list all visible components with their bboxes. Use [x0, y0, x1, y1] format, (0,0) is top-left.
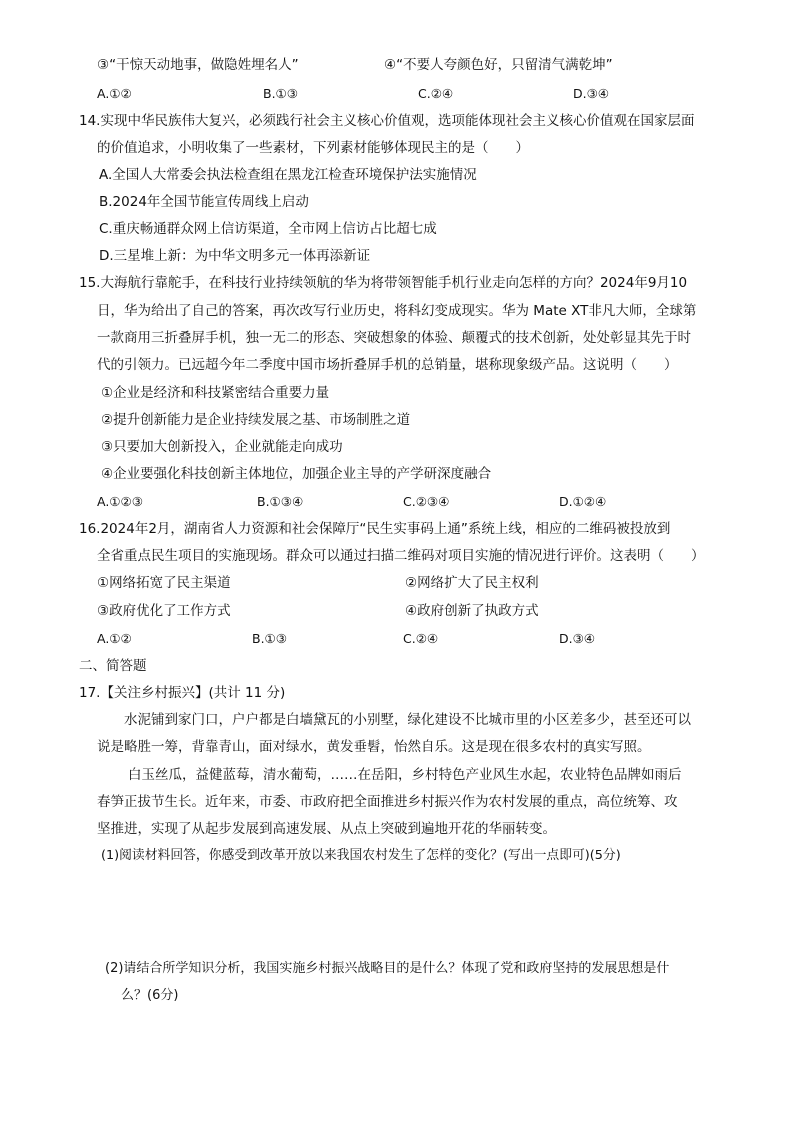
q15-choice-b: B.①③④	[257, 494, 304, 509]
q17-subquestion-2-line-1: (2)请结合所学知识分析，我国实施乡村振兴战略目的是什么？体现了党和政府坚持的发展思想是什	[105, 961, 670, 976]
q15-choice-c: C.②③④	[403, 494, 450, 509]
q17-passage-2-line-2: 春笋正拔节生长。近年来，市委、市政府把全面推进乡村振兴作为农村发展的重点，高位统筹、攻	[97, 794, 678, 810]
q16-item-3: ③政府优化了工作方式	[97, 603, 231, 619]
q14-option-a: A.全国人大常委会执法检查组在黑龙江检查环境保护法实施情况	[99, 167, 477, 183]
q16-choice-a: A.①②	[97, 631, 132, 646]
q13-choice-b: B.①③	[263, 86, 298, 101]
q16-choice-b: B.①③	[252, 631, 287, 646]
q17-subquestion-2-line-2: 么？(6分)	[121, 988, 179, 1003]
q14-option-d: D.三星堆上新：为中华文明多元一体再添新证	[99, 248, 371, 264]
q17-subquestion-1: (1)阅读材料回答，你感受到改革开放以来我国农村发生了怎样的变化？(写出一点即可)(5分)	[101, 848, 621, 863]
section-heading: 二、简答题	[79, 658, 147, 674]
q15-item-4: ④企业要强化科技创新主体地位，加强企业主导的产学研深度融合	[101, 466, 492, 482]
q16-stem-line-1: 16.2024年2月，湖南省人力资源和社会保障厅“民生实事码上通”系统上线，相应的二维码被投放到	[79, 521, 671, 537]
q16-item-4: ④政府创新了执政方式	[405, 603, 539, 619]
q16-stem-line-2: 全省重点民生项目的实施现场。群众可以通过扫描二维码对项目实施的情况进行评价。这表明（ ）	[97, 548, 705, 564]
q13-choice-c: C.②④	[418, 86, 454, 101]
q13-option-3: ③“干惊天动地事，做隐姓埋名人”	[97, 57, 299, 73]
q13-choice-d: D.③④	[573, 86, 610, 101]
q13-choice-a: A.①②	[97, 86, 132, 101]
q15-stem-line-4: 代的引领力。已远超今年二季度中国市场折叠屏手机的总销量，堪称现象级产品。这说明（ ）	[97, 357, 678, 373]
q17-passage-2-line-3: 坚推进，实现了从起步发展到高速发展、从点上突破到遍地开花的华丽转变。	[97, 821, 556, 837]
q15-item-3: ③只要加大创新投入，企业就能走向成功	[101, 439, 343, 455]
q15-item-1: ①企业是经济和科技紧密结合重要力量	[101, 385, 330, 401]
q15-stem-line-2: 日，华为给出了自己的答案，再次改写行业历史，将科幻变成现实。华为 Mate XT非凡大师，全球第	[97, 303, 697, 319]
q15-item-2: ②提升创新能力是企业持续发展之基、市场制胜之道	[101, 412, 411, 428]
q14-stem-line-2: 的价值追求，小明收集了一些素材，下列素材能够体现民主的是（ ）	[97, 140, 529, 156]
q15-stem-line-3: 一款商用三折叠屏手机，独一无二的形态、突破想象的体验、颠覆式的技术创新，处处彰显其先于时	[97, 330, 691, 346]
q15-stem-line-1: 15.大海航行靠舵手，在科技行业持续领航的华为将带领智能手机行业走向怎样的方向？2024年9月10	[79, 275, 688, 291]
q15-choice-d: D.①②④	[559, 494, 607, 509]
q13-option-4: ④“不要人夸颜色好，只留清气满乾坤”	[384, 57, 613, 73]
q17-passage-1-line-2: 说是略胜一筹，背靠青山，面对绿水，黄发垂髫，怡然自乐。这是现在很多农村的真实写照。	[97, 739, 651, 755]
q14-option-c: C.重庆畅通群众网上信访渠道，全市网上信访占比超七成	[99, 221, 437, 237]
q14-option-b: B.2024年全国节能宣传周线上启动	[99, 194, 309, 210]
q16-choice-d: D.③④	[559, 631, 596, 646]
q16-choice-c: C.②④	[403, 631, 439, 646]
q15-choice-a: A.①②③	[97, 494, 143, 509]
q17-passage-1-line-1: 水泥铺到家门口，户户都是白墙黛瓦的小别墅，绿化建设不比城市里的小区差多少，甚至还可以	[124, 712, 691, 728]
q17-passage-2-line-1: 白玉丝瓜，益健蓝莓，清水葡萄，……在岳阳，乡村特色产业风生水起，农业特色品牌如雨后	[128, 767, 682, 783]
q14-stem-line-1: 14.实现中华民族伟大复兴，必须践行社会主义核心价值观，选项能体现社会主义核心价值观在国家层面	[79, 113, 695, 129]
q17-title: 17.【关注乡村振兴】(共计 11 分)	[79, 685, 286, 701]
q16-item-2: ②网络扩大了民主权利	[405, 575, 539, 591]
q16-item-1: ①网络拓宽了民主渠道	[97, 575, 231, 591]
